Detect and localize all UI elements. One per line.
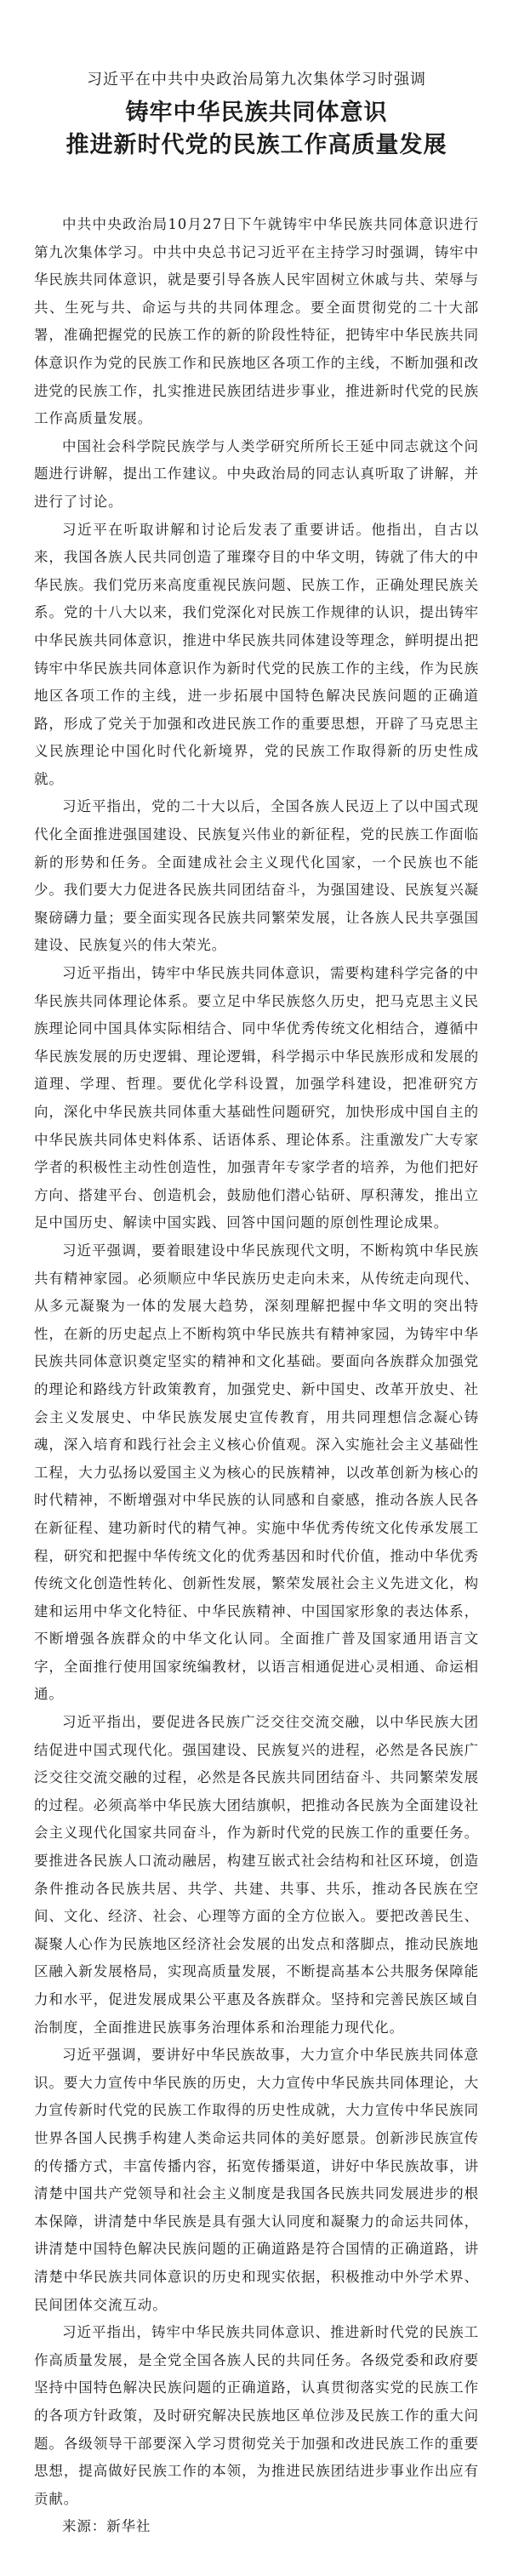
paragraph: 习近平指出，铸牢中华民族共同体意识，需要构建科学完备的中华民族共同体理论体系。要立足中华民族悠久历史，把马克思主义民族理论同中国具体实际相结合、同中华优秀传统文化相结合，遵循中华民族发展的历史逻辑、理论逻辑，科学揭示中华民族形成和发展的道理、学理、哲理。要优化学科设置，加强学科建设，把准研究方向，深化中华民族共同体重大基础性问题研究，加快形成中国自主的中华民族共同体史料体系、话语体系、理论体系。注重激发广大专家学者的积极性主动性创造性，加强青年专家学者的培养，为他们把好方向、搭建平台、创造机会，鼓励他们潜心钻研、厚积薄发，推出立足中国历史、解读中国实践、回答中国问题的原创性理论成果。 [34,965,479,1231]
article-title [34,97,479,162]
article-header [34,68,479,162]
paragraph: 中共中央政治局10月27日下午就铸牢中华民族共同体意识进行第九次集体学习。中共中央总书记习近平在主持学习时强调，铸牢中华民族共同体意识，就是要引导各族人民牢固树立休戚与共、荣辱与共、生死与共、命运与共的共同体理念。要全面贯彻党的二十大部署，准确把握党的民族工作的新的阶段性特征，把铸牢中华民族共同体意识作为党的民族工作和民族地区各项工作的主线，不断加强和改进党的民族工作，扎实推进民族团结进步事业，推进新时代党的民族工作高质量发展。 [34,216,479,427]
paragraph: 习近平指出，党的二十大以后，全国各族人民迈上了以中国式现代化全面推进强国建设、民族复兴伟业的新征程，党的民族工作面临新的形势和任务。全面建成社会主义现代化国家，一个民族也不能少。我们要大力促进各民族共同团结奋斗，为强国建设、民族复兴凝聚磅礴力量；要全面实现各民族共同繁荣发展，让各族人民共享强国建设、民族复兴的伟大荣光。 [34,798,479,954]
paragraph: 中国社会科学院民族学与人类学研究所所长王延中同志就这个问题进行讲解，提出工作建议。中央政治局的同志认真听取了讲解，并进行了讨论。 [34,437,479,510]
paragraph: 习近平在听取讲解和讨论后发表了重要讲话。他指出，自古以来，我国各族人民共同创造了璀璨夺目的中华文明，铸就了伟大的中华民族。我们党历来高度重视民族问题、民族工作，正确处理民族关系。党的十八大以来，我们党深化对民族工作规律的认识，提出铸牢中华民族共同体意识，推进中华民族共同体建设等理念，鲜明提出把铸牢中华民族共同体意识作为新时代党的民族工作的主线，作为民族地区各项工作的主线，进一步拓展中国特色解决民族问题的正确道路，形成了党关于加强和改进民族工作的重要思想，开辟了马克思主义民族理论中国化时代化新境界，党的民族工作取得新的历史性成就。 [34,521,479,787]
paragraph: 习近平指出，要促进各民族广泛交往交流交融，以中华民族大团结促进中国式现代化。强国建设、民族复兴的进程，必然是各民族广泛交往交流交融的过程，必然是各民族共同团结奋斗、共同繁荣发展的过程。必须高举中华民族大团结旗帜，把推动各民族为全面建设社会主义现代化国家共同奋斗，作为新时代党的民族工作的重要任务。要推进各民族人口流动融居，构建互嵌式社会结构和社区环境，创造条件推动各民族共居、共学、共建、共事、共乐，推动各民族在空间、文化、经济、社会、心理等方面的全方位嵌入。要把改善民生、凝聚人心作为民族地区经济社会发展的出发点和落脚点，推动民族地区融入新发展格局，实现高质量发展，不断提高基本公共服务保障能力和水平，促进发展成果公平惠及各族群众。坚持和完善民族区域自治制度，全面推进民族事务治理体系和治理能力现代化。 [34,1714,479,2036]
article-body [34,211,479,2541]
title-line-1: 铸牢中华民族共同体意识 [125,100,388,126]
paragraph: 习近平强调，要着眼建设中华民族现代文明，不断构筑中华民族共有精神家园。必须顺应中华民族历史走向未来，从传统走向现代、从多元凝聚为一体的发展大趋势，深刻理解把握中华文明的突出特性，在新的历史起点上不断构筑中华民族共有精神家园，为铸牢中华民族共同体意识奠定坚实的精神和文化基础。要面向各族群众加强党的理论和路线方针政策教育，加强党史、新中国史、改革开放史、社会主义发展史、中华民族发展史宣传教育，用共同理想信念凝心铸魂，深入培育和践行社会主义核心价值观。深入实施社会主义基础性工程，大力弘扬以爱国主义为核心的民族精神，以改革创新为核心的时代精神，不断增强对中华民族的认同感和自豪感，推动各族人民各在新征程、建功新时代的精气神。实施中华优秀传统文化传承发展工程，研究和把握中华传统文化的优秀基因和时代价值，推动中华优秀传统文化创造性转化、创新性发展，繁荣发展社会主义先进文化，构建和运用中华文化特征、中华民族精神、中国国家形象的表达体系，不断增强各族群众的中华文化认同。全面推广普及国家通用语言文字，全面推行使用国家统编教材，以语言相通促进心灵相通、命运相通。 [34,1242,479,1703]
paragraph: 习近平强调，要讲好中华民族故事，大力宣介中华民族共同体意识。要大力宣传中华民族的历史，大力宣传中华民族共同体理论，大力宣传新时代党的民族工作取得的历史性成就，大力宣传中华民族同世界各国人民携手构建人类命运共同体的美好愿景。创新涉民族宣传的传播方式，丰富传播内容，拓宽传播渠道，讲好中华民族故事，讲清楚中国共产党领导和社会主义制度是我国各民族共同发展进步的根本保障，讲清楚中华民族是具有强大认同度和凝聚力的命运共同体，讲清楚中国特色解决民族问题的正确道路是符合国情的正确道路，讲清楚中华民族共同体意识的历史和现实依据，积极推动中外学术界、民间团体交流互动。 [34,2047,479,2313]
article-source: 来源：新华社 [62,2518,151,2535]
paragraph: 习近平指出，铸牢中华民族共同体意识、推进新时代党的民族工作高质量发展，是全党全国各族人民的共同任务。各级党委和政府要坚持中国特色解决民族问题的正确道路，认真贯彻落实党的民族工作的各项方针政策，及时研究解决民族地区单位涉及民族工作的重大问题。各级领导干部要深入学习贯彻党关于加强和改进民族工作的重要思想，提高做好民族工作的本领，为推进民族团结进步事业作出应有贡献。 [34,2324,479,2507]
article-kicker: 习近平在中共中央政治局第九次集体学习时强调 [87,71,426,89]
title-line-2: 推进新时代党的民族工作高质量发展 [66,132,447,158]
